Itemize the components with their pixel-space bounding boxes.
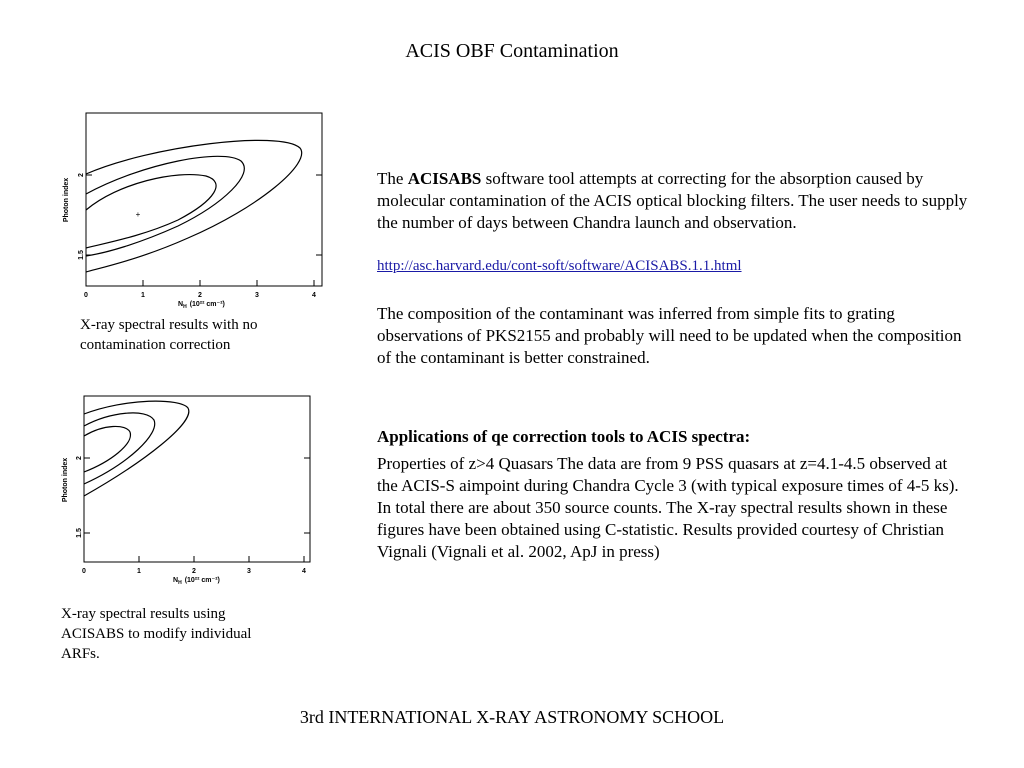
x-tick-label: 2 [192, 568, 196, 575]
best-fit-marker: + [135, 210, 141, 219]
slide-title: ACIS OBF Contamination [405, 40, 619, 62]
x-tick-label: 1 [141, 292, 145, 299]
acisabs-link[interactable]: http://asc.harvard.edu/cont-soft/software/ACISABS.1.1.html [377, 258, 742, 274]
x-axis-label: $N_H$ (10²² cm⁻²) [173, 577, 220, 585]
x-ticks [84, 458, 310, 562]
contour-99 [84, 401, 189, 496]
confidence-contours [84, 401, 189, 496]
x-tick-label: 1 [137, 568, 141, 575]
contour-68 [84, 426, 130, 472]
figure-top-caption: X-ray spectral results with no contamination correction [80, 317, 258, 353]
plot-frame [86, 113, 322, 286]
composition-paragraph: The composition of the contaminant was inferred from simple fits to grating observations of PKS2155 and probably will need to be updated when the composition of the contaminant is better constrained. [377, 304, 962, 367]
y-tick-label: 1.5 [76, 528, 83, 538]
contour-90 [86, 156, 244, 256]
x-tick-label: 0 [82, 568, 86, 575]
x-tick-label: 3 [247, 568, 251, 575]
figure-bottom-caption: X-ray spectral results using ACISABS to modify individual ARFs. [61, 606, 252, 662]
x-tick-label: 3 [255, 292, 259, 299]
y-axis-label: Photon index [63, 177, 70, 223]
contour-plot-no-correction [58, 108, 330, 308]
y-tick-label: 2 [78, 173, 85, 177]
x-axis-label: $N_H$ (10²² cm⁻²) [178, 301, 225, 308]
confidence-contours [86, 140, 302, 272]
contour-plot-acisabs [58, 390, 320, 585]
x-tick-label: 4 [302, 568, 306, 575]
x-tick-label: 4 [312, 292, 316, 299]
slide-footer: 3rd INTERNATIONAL X-RAY ASTRONOMY SCHOOL [299, 707, 725, 727]
y-tick-label: 1.5 [78, 250, 85, 260]
y-tick-label: 2 [76, 456, 83, 460]
x-tick-label: 2 [198, 292, 202, 299]
intro-paragraph [377, 168, 977, 234]
plot-frame [84, 396, 310, 562]
contour-90 [84, 413, 155, 484]
intro-text: software tool attempts at correcting for the absorption caused by molecular contamination of the ACIS optical blocking filters. The user needs to supply the number of days between Chandra launch and observation. [377, 169, 968, 232]
tool-name: ACISABS [407, 169, 482, 188]
applications-heading: Applications of qe correction tools to ACIS spectra: [377, 427, 751, 446]
intro-prefix: The [377, 169, 408, 188]
contour-99 [86, 140, 302, 272]
applications-paragraph: Properties of z>4 Quasars The data are from 9 PSS quasars at z=4.1-4.5 observed at the ACIS-S aimpoint during Chandra Cycle 3 (with typical exposure times of 4-5 ks). In total there are about 350 source counts. The X-ray spectral results shown in these figures have been obtained using C-statistic. Results provided courtesy of Christian Vignali (Vignali et al. 2002, ApJ in press) [377, 454, 959, 561]
y-axis-label: Photon index [62, 457, 69, 503]
x-tick-label: 0 [84, 292, 88, 299]
